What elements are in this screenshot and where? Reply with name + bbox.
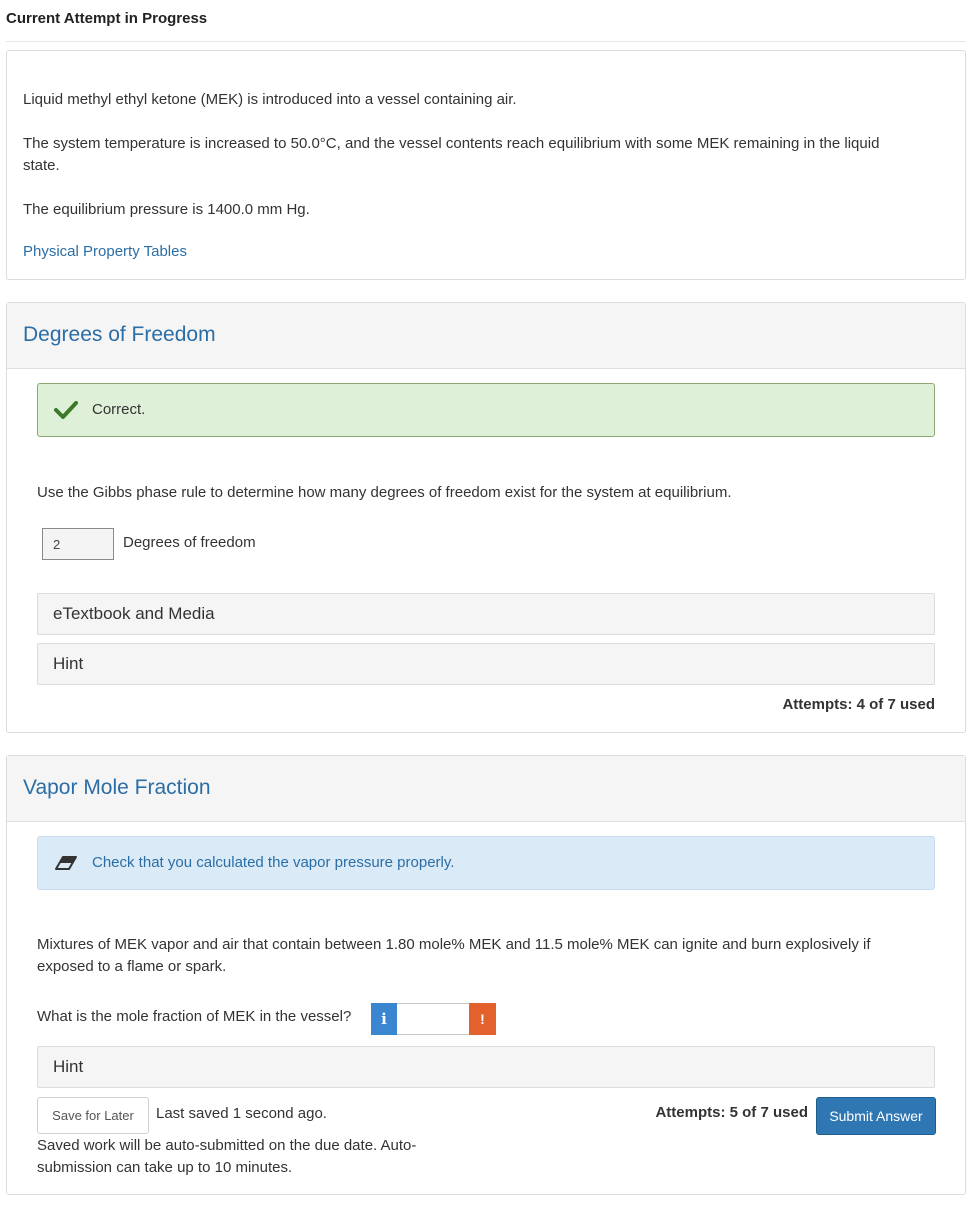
problem-text-2: The system temperature is increased to 50.0°C, and the vessel contents reach equilibrium with some MEK remaining in the liquid state. [23,135,880,174]
info-icon[interactable]: i [371,1003,397,1035]
header-divider [6,41,966,42]
question-text-2: What is the mole fraction of MEK in the vessel? [37,1008,352,1025]
etextbook-media-accordion[interactable] [37,593,935,635]
submit-answer-button[interactable]: Submit Answer [816,1097,936,1135]
problem-text-3: The equilibrium pressure is 1400.0 mm Hg. [23,201,310,218]
attempts-counter: Attempts: 4 of 7 used [782,696,935,713]
question-text: Use the Gibbs phase rule to determine how many degrees of freedom exist for the system at equilibrium. [37,484,732,501]
correct-alert-text: Correct. [92,401,146,418]
warning-icon: ! [469,1003,496,1035]
attempts-counter: Attempts: 5 of 7 used [655,1104,808,1121]
question-header [7,756,965,822]
answer-unit-label: Degrees of freedom [123,534,256,551]
page-header-title: Current Attempt in Progress [6,10,208,27]
mole-fraction-input[interactable] [397,1003,469,1035]
question-text-1: Mixtures of MEK vapor and air that contain between 1.80 mole% MEK and 11.5 mole% MEK can ignite and burn explosively if exposed to a flame or spark. [37,936,871,975]
question-header [7,303,965,369]
checkmark-icon [54,399,78,421]
feedback-alert-text: Check that you calculated the vapor pressure properly. [92,854,455,871]
hint-accordion[interactable] [37,643,935,685]
hint-accordion[interactable] [37,1046,935,1088]
degrees-of-freedom-panel [6,302,966,733]
autosubmit-note: Saved work will be auto-submitted on the due date. Auto-submission can take up to 10 minutes. [37,1137,417,1176]
save-for-later-button[interactable]: Save for Later [37,1097,149,1134]
problem-text-1: Liquid methyl ethyl ketone (MEK) is introduced into a vessel containing air. [23,91,517,108]
physical-property-tables-link[interactable]: Physical Property Tables [23,243,187,260]
feedback-alert [37,836,935,890]
question-title: Degrees of Freedom [23,323,216,346]
hint-label: Hint [53,654,84,673]
hint-label: Hint [53,1057,84,1076]
problem-statement-panel [6,50,966,280]
etextbook-media-label: eTextbook and Media [53,604,215,623]
question-title: Vapor Mole Fraction [23,776,211,799]
correct-alert [37,383,935,437]
vapor-mole-fraction-panel [6,755,966,1195]
last-saved-status: Last saved 1 second ago. [156,1105,327,1122]
degrees-of-freedom-answer: 2 [42,528,114,560]
eraser-icon [54,852,78,874]
